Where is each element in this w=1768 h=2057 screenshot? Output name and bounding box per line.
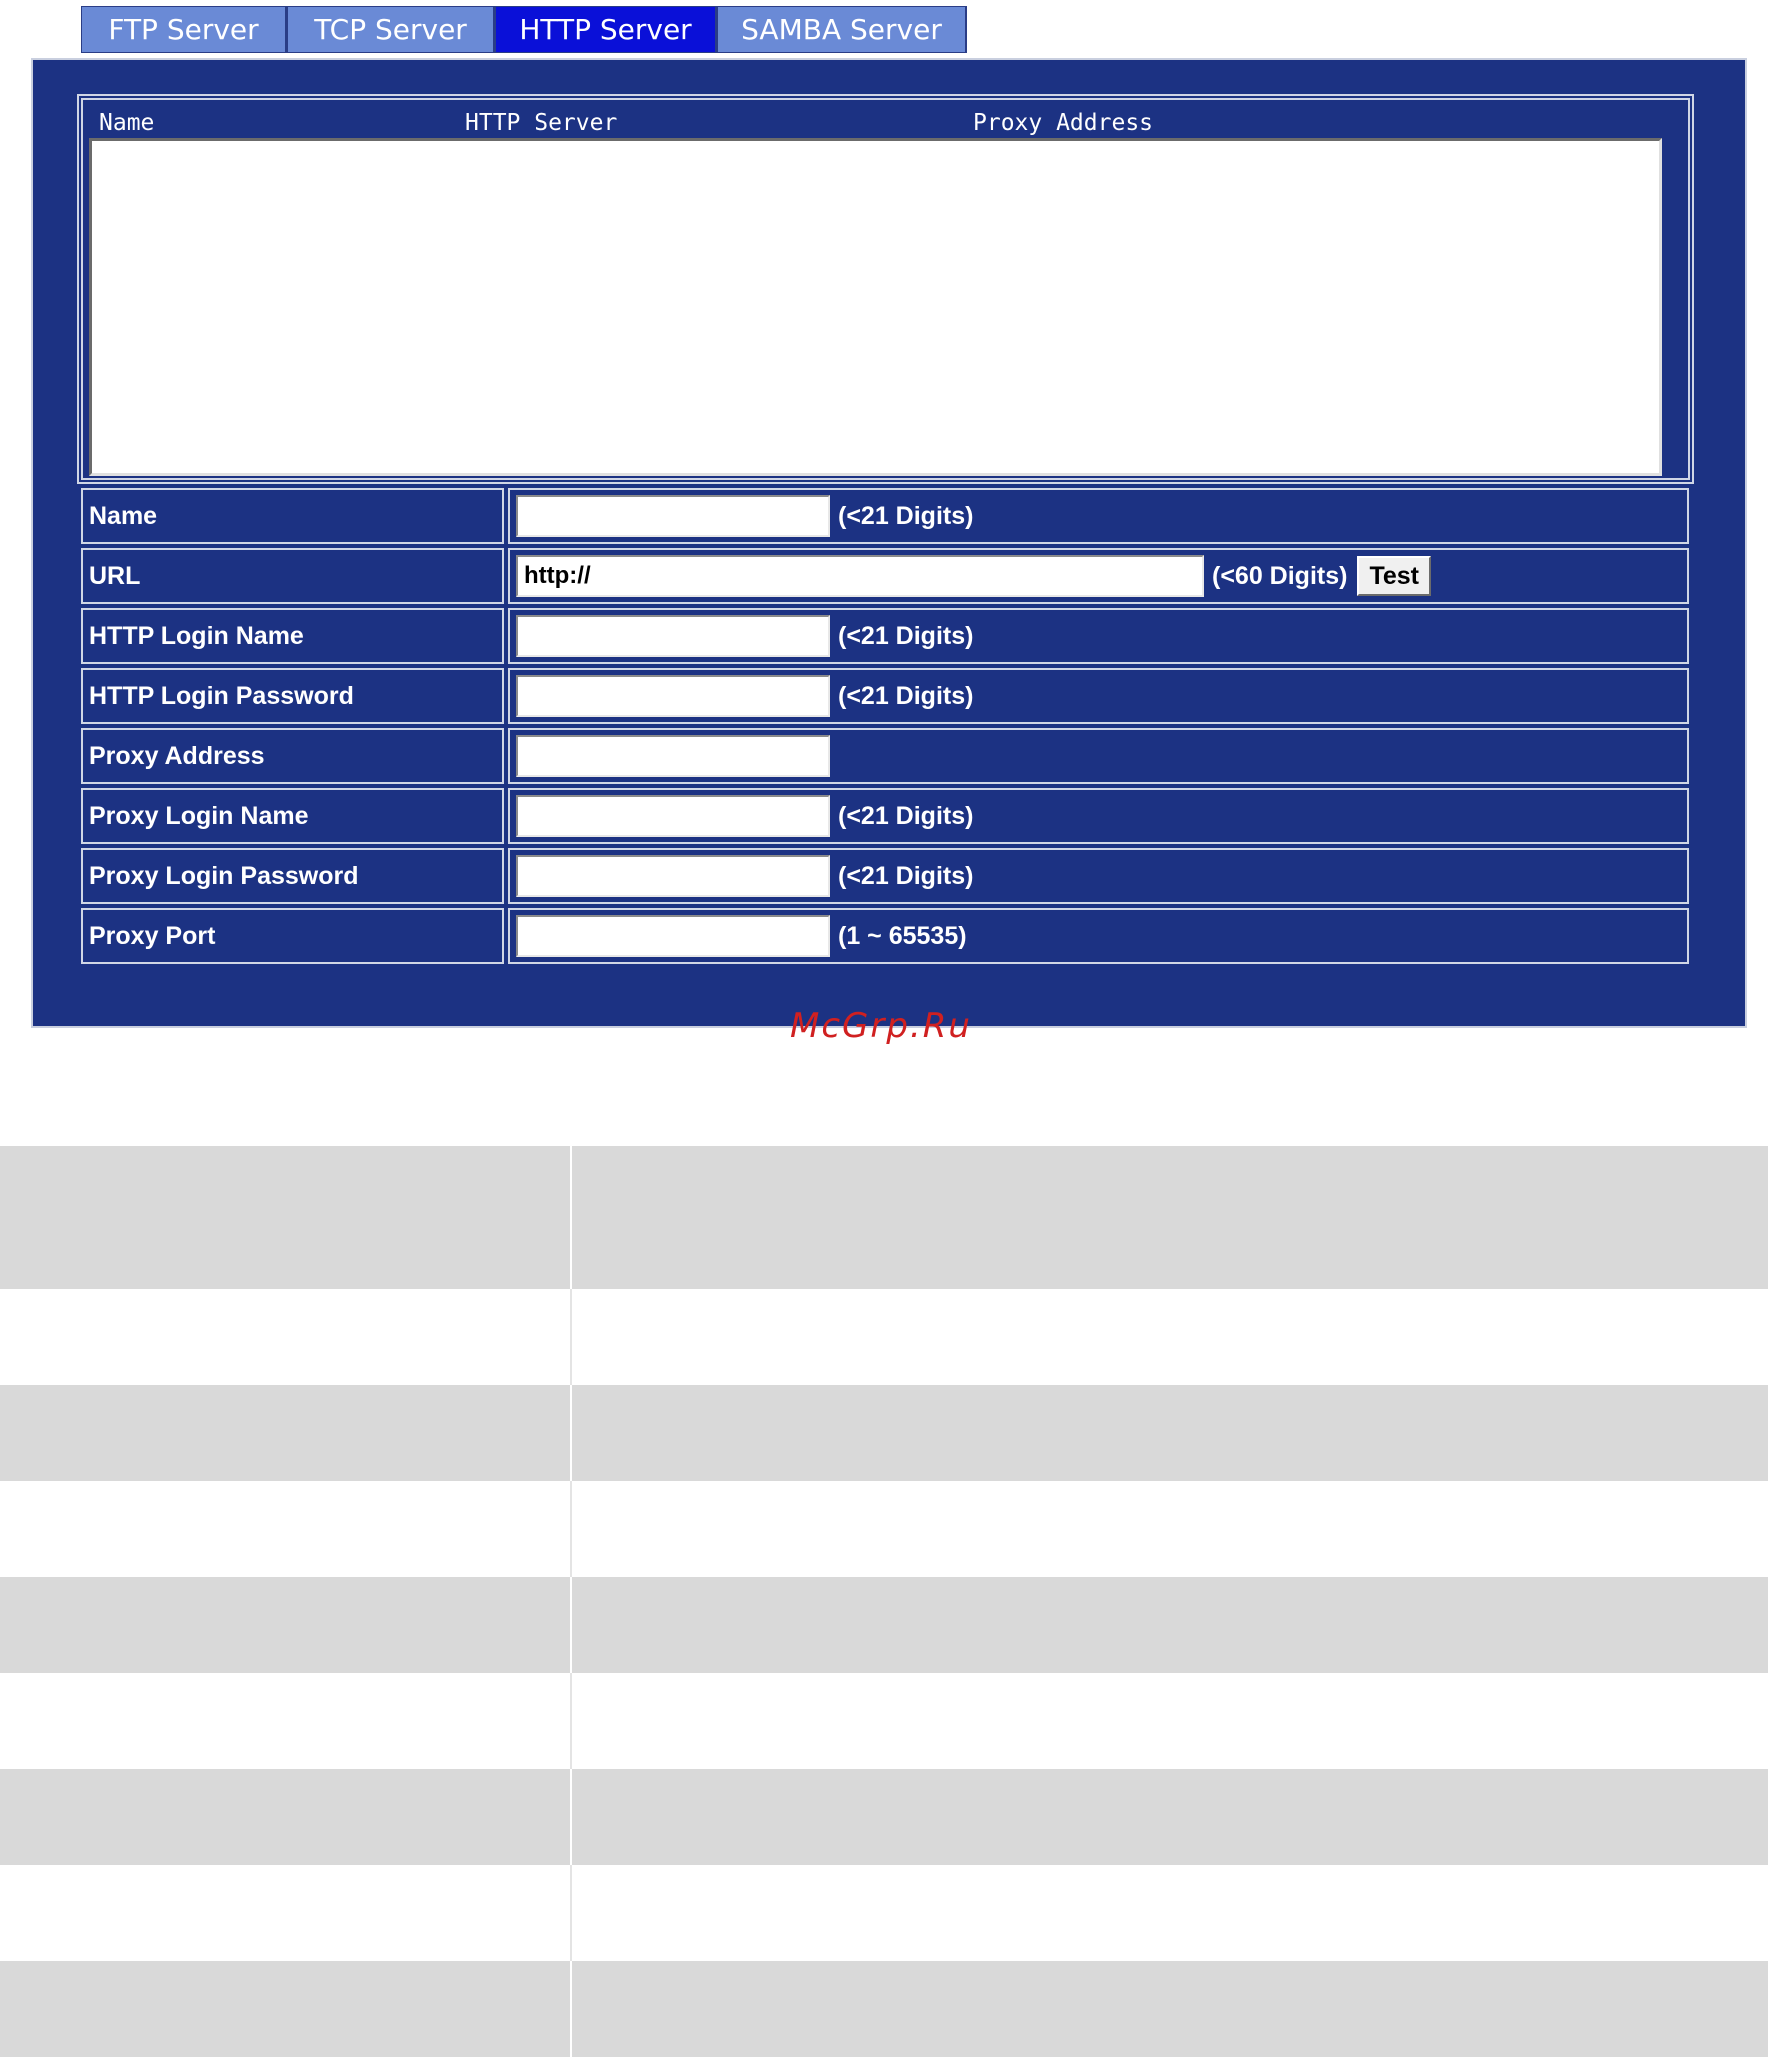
table-cell	[572, 1673, 1768, 1769]
tab-ftp-server[interactable]: FTP Server	[81, 6, 287, 53]
http-login-password-label: HTTP Login Password	[81, 668, 504, 724]
table-cell	[572, 1289, 1768, 1385]
http-server-panel	[31, 58, 1747, 1028]
column-header-http-server: HTTP Server	[465, 110, 618, 136]
server-tabs	[81, 6, 967, 55]
name-value-cell	[508, 488, 1689, 544]
table-cell	[0, 1481, 572, 1577]
http-login-name-label: HTTP Login Name	[81, 608, 504, 664]
proxy-login-password-input[interactable]	[516, 855, 830, 897]
http-login-password-hint: (<21 Digits)	[838, 681, 974, 710]
tab-tcp-server[interactable]: TCP Server	[287, 6, 495, 53]
url-value-cell	[508, 548, 1689, 604]
table-row	[0, 1385, 1768, 1481]
proxy-address-value-cell	[508, 728, 1689, 784]
http-server-listbox[interactable]	[89, 138, 1662, 476]
table-row	[0, 1769, 1768, 1865]
form-row-name	[81, 488, 1689, 544]
name-hint: (<21 Digits)	[838, 501, 974, 530]
form-row-http-login-name	[81, 608, 1689, 664]
table-cell	[572, 1769, 1768, 1865]
table-row	[0, 1146, 1768, 1289]
table-cell	[0, 1865, 572, 1961]
table-cell	[0, 1673, 572, 1769]
http-login-name-hint: (<21 Digits)	[838, 621, 974, 650]
column-header-proxy-address: Proxy Address	[973, 110, 1154, 136]
proxy-login-name-value-cell	[508, 788, 1689, 844]
table-cell	[0, 1385, 572, 1481]
form-row-http-login-password	[81, 668, 1689, 724]
form-row-proxy-login-name	[81, 788, 1689, 844]
http-login-password-value-cell	[508, 668, 1689, 724]
table-cell	[572, 1146, 1768, 1289]
table-row	[0, 1961, 1768, 2057]
description-table	[0, 1146, 1768, 2057]
form-row-proxy-address	[81, 728, 1689, 784]
table-cell	[0, 1961, 572, 2057]
table-cell	[572, 1961, 1768, 2057]
table-row	[0, 1289, 1768, 1385]
url-input[interactable]	[516, 555, 1204, 597]
proxy-port-hint: (1 ~ 65535)	[838, 921, 967, 950]
tab-http-server[interactable]: HTTP Server	[495, 6, 717, 53]
http-login-name-input[interactable]	[516, 615, 830, 657]
table-cell	[0, 1289, 572, 1385]
table-cell	[0, 1146, 572, 1289]
column-header-name: Name	[99, 110, 155, 136]
name-label: Name	[81, 488, 504, 544]
http-server-list-frame	[77, 94, 1694, 484]
proxy-login-name-hint: (<21 Digits)	[838, 801, 974, 830]
proxy-login-name-input[interactable]	[516, 795, 830, 837]
form-row-proxy-port	[81, 908, 1689, 964]
test-button[interactable]: Test	[1357, 556, 1431, 596]
proxy-login-password-value-cell	[508, 848, 1689, 904]
table-row	[0, 1577, 1768, 1673]
table-cell	[0, 1769, 572, 1865]
http-login-name-value-cell	[508, 608, 1689, 664]
tab-samba-server[interactable]: SAMBA Server	[717, 6, 967, 53]
table-cell	[0, 1577, 572, 1673]
url-label: URL	[81, 548, 504, 604]
proxy-address-label: Proxy Address	[81, 728, 504, 784]
form-row-url	[81, 548, 1689, 604]
url-hint: (<60 Digits)	[1212, 561, 1348, 590]
table-row	[0, 1673, 1768, 1769]
table-cell	[572, 1481, 1768, 1577]
http-server-form	[81, 488, 1689, 968]
proxy-port-value-cell	[508, 908, 1689, 964]
proxy-login-name-label: Proxy Login Name	[81, 788, 504, 844]
list-header	[99, 110, 1692, 140]
table-row	[0, 1865, 1768, 1961]
proxy-address-input[interactable]	[516, 735, 830, 777]
proxy-login-password-label: Proxy Login Password	[81, 848, 504, 904]
http-login-password-input[interactable]	[516, 675, 830, 717]
table-cell	[572, 1577, 1768, 1673]
table-cell	[572, 1385, 1768, 1481]
form-row-proxy-login-password	[81, 848, 1689, 904]
proxy-port-input[interactable]	[516, 915, 830, 957]
name-input[interactable]	[516, 495, 830, 537]
table-cell	[572, 1865, 1768, 1961]
proxy-port-label: Proxy Port	[81, 908, 504, 964]
watermark: McGrp.Ru	[790, 1006, 972, 1046]
proxy-login-password-hint: (<21 Digits)	[838, 861, 974, 890]
table-row	[0, 1481, 1768, 1577]
